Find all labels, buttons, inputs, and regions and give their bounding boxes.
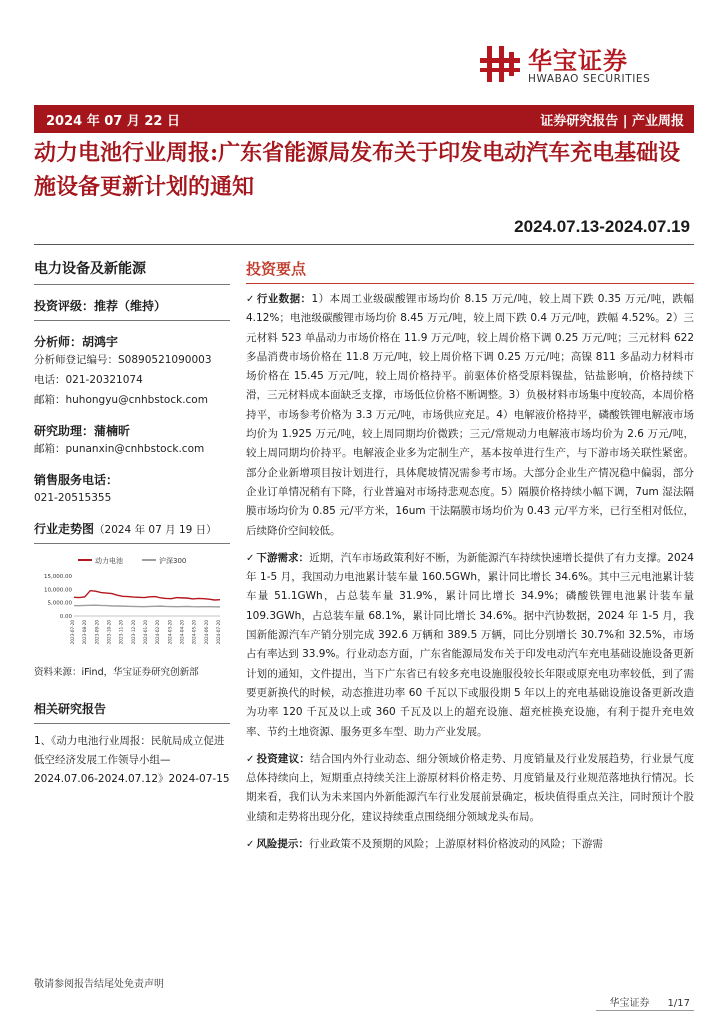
y-tick-label: 0.00 bbox=[59, 614, 72, 620]
footer-line bbox=[596, 1010, 694, 1011]
related-report-item[interactable]: 1、《动力电池行业周报：民航局成立促进低空经济发展工作领导小组—2024.07.06-2024.07.12》2024-07-15 bbox=[34, 735, 230, 785]
rating: 投资评级：推荐（维持） bbox=[34, 299, 167, 313]
legend-label: 沪深300 bbox=[159, 557, 187, 565]
x-tick-label: 2024-07-20 bbox=[216, 620, 221, 645]
bullet-icon: ✓ bbox=[246, 753, 255, 765]
bullet-icon: ✓ bbox=[246, 294, 255, 305]
y-tick-label: 10,000.00 bbox=[44, 587, 72, 594]
related-label: 相关研究报告 bbox=[34, 702, 107, 716]
trend-date: （2024 年 07 月 19 日） bbox=[94, 524, 217, 536]
analyst-cert: 分析师登记编号：S0890521090003 bbox=[34, 354, 212, 366]
section-heading: 投资要点 bbox=[246, 260, 307, 278]
logo-en: HWABAO SECURITIES bbox=[528, 73, 651, 85]
company-logo bbox=[478, 40, 688, 96]
y-tick-label: 5,000.00 bbox=[47, 600, 72, 607]
para-body: 近期，汽车市场政策利好不断，为新能源汽车持续快速增长提供了有力支撑。2024 年 1-5 月，我国动力电池累计装车量 160.5GWh，累计同比增长 34.6%。其中三元电池累计装车量 51.1GWh，占总装车量 31.9%，累计同比增长 34.9%；磷酸铁锂电池累计装车量 109.3GWh，占总装车量 68.1%，累计同比增长 34.6%。据中汽协数据，2024 年 1-5 月，我国新能源汽车产销分别完成 392.6 万辆和 389.5 万辆，同比分别增长 30.7%和 32.5%，市场占有率达到 33.9%。行业动态方面，广东省能源局发布关于印发电动汽车充电基础设施设备更新计划的通知，文件提出，当下广东省已有较多充电设施服役较长年限或原充电功率较低，到了需要更新换代的时候，动态推进功率 60 千瓦以下或服役期 5 年以上的充电基础设施设备更新改造为功率 120 千瓦及以上或 360 千瓦及以上的超充设施、超充桩换充设施，有利于提升充电效率、节约土地资源、服务更多车型、助力产业发展。 bbox=[246, 551, 694, 738]
assistant-email[interactable]: 邮箱：punanxin@cnhbstock.com bbox=[34, 443, 205, 455]
para-body: 行业政策不及预期的风险；上游原材料价格波动的风险；下游需 bbox=[308, 838, 603, 851]
chart-source: 资料来源：iFind，华宝证券研究创新部 bbox=[34, 667, 199, 678]
hwabao-logo-icon bbox=[478, 44, 522, 84]
x-tick-label: 2023-07-20 bbox=[70, 620, 75, 645]
trend-label bbox=[34, 520, 230, 537]
header-bar bbox=[34, 105, 694, 133]
divider bbox=[34, 543, 230, 544]
x-tick-label: 2023-10-20 bbox=[106, 620, 112, 645]
series-line bbox=[74, 605, 220, 607]
logo-cn: 华宝证券 bbox=[528, 47, 628, 75]
para-head: 下游需求： bbox=[256, 551, 310, 564]
para-body: 结合国内外行业动态、细分领域价格走势、月度销量及行业发展趋势，行业景气度总体持续向上，短期重点持续关注上游原材料价格走势、月度销量及行业规范落地执行情况。长期来看，我们认为未来国内外新能源汽车行业发展前景确定，板块值得重点关注，同时预计个股业绩和走势将出现分化，建议持续重点围绕细分领域龙头布局。 bbox=[246, 752, 695, 823]
analyst-phone: 电话：021-20321074 bbox=[34, 374, 143, 386]
para-body: 1）本周工业级碳酸锂市场均价 8.15 万元/吨，较上周下跌 0.35 万元/吨，跌幅 4.12%；电池级碳酸锂市场均价 8.45 万元/吨，较上周下跌 0.4 万元/吨，跌幅 4.52%。2）三元材料 523 单晶动力市场价格在 11.9 万元/吨，较上周价格下调 0.25 万元/吨；三元材料 622 多晶消费市场价格在 11.8 万元/吨，较上周价格下调 0.25 万元/吨；高镍 811 多晶动力材料市场价格在 15.45 万元/吨，较上周价格持平。前驱体价格受原料镍盐，钴盐影响，价格持续下滑，三元材料成本面缺乏支撑，市场低位价格不断调整。3）负极材料市场集中度较高，本周价格持平，市场参考价格为 3.3 万元/吨，市场供应充足。4）电解液价格持平，磷酸铁锂电解液市场均价为 1.925 万元/吨，较上周同期均价微跌；三元/常规动力电解液市场均价为 2.6 万元/吨，较上周同期均价持平。电解液企业多为定制生产，基本按单进行生产，与下游市场关联性紧密。部分企业新增项目按计划进行，具体爬坡情况需参考市场。大部分企业生产情况稳中偏弱，部分企业订单情况稍有下降，行业普遍对市场持悲观态度。5）隔膜价格持续小幅下调，7um 湿法隔膜市场均价为 0.85 元/平方米，16um 干法隔膜市场均价为 0.43 元/平方米，已行至相对低位，后续降价空间较低。 bbox=[246, 293, 694, 537]
investment-advice-paragraph bbox=[246, 750, 694, 827]
trend-chart bbox=[34, 554, 224, 652]
legend-label: 动力电池 bbox=[95, 557, 123, 565]
para-head: 投资建议： bbox=[256, 752, 310, 765]
divider bbox=[34, 723, 230, 724]
x-tick-label: 2024-02-20 bbox=[155, 620, 161, 645]
divider bbox=[246, 283, 694, 284]
x-tick-label: 2023-08-20 bbox=[82, 620, 88, 645]
divider bbox=[34, 320, 230, 321]
footer-company: 华宝证券 bbox=[609, 998, 650, 1009]
demand-paragraph bbox=[246, 549, 694, 742]
report-title: 动力电池行业周报:广东省能源局发布关于印发电动汽车充电基础设施设备更新计划的通知 bbox=[34, 140, 681, 200]
trend-title: 行业走势图 bbox=[34, 522, 95, 536]
report-date: 2024 年 07 月 22 日 bbox=[46, 114, 180, 129]
analyst-name: 分析师：胡鸿宇 bbox=[34, 335, 119, 349]
divider bbox=[34, 284, 230, 285]
sales-label: 销售服务电话： bbox=[34, 473, 119, 487]
sidebar bbox=[34, 258, 230, 789]
risk-paragraph bbox=[246, 835, 694, 854]
x-tick-label: 2023-11-20 bbox=[118, 620, 124, 645]
industry-data-paragraph bbox=[246, 290, 694, 541]
assistant-name: 研究助理：蒲楠昕 bbox=[34, 424, 131, 438]
series-line bbox=[74, 591, 220, 600]
bullet-icon: ✓ bbox=[246, 552, 255, 564]
divider bbox=[34, 244, 694, 245]
x-tick-label: 2024-06-20 bbox=[203, 620, 209, 645]
disclaimer-note: 敬请参阅报告结尾处免责声明 bbox=[34, 979, 164, 990]
report-type: 证券研究报告 | 产业周报 bbox=[540, 114, 684, 129]
para-head: 风险提示： bbox=[256, 838, 309, 851]
sector-name: 电力设备及新能源 bbox=[34, 261, 146, 277]
page-number: 1/17 bbox=[667, 998, 690, 1009]
x-tick-label: 2024-04-20 bbox=[179, 620, 185, 645]
bullet-icon: ✓ bbox=[246, 839, 255, 851]
sales-phone: 021-20515355 bbox=[34, 492, 112, 504]
x-tick-label: 2023-09-20 bbox=[94, 620, 100, 645]
report-period: 2024.07.13-2024.07.19 bbox=[514, 217, 690, 236]
para-head: 行业数据： bbox=[256, 293, 312, 305]
y-tick-label: 15,000.00 bbox=[44, 574, 72, 580]
main-content bbox=[246, 258, 694, 854]
x-tick-label: 2023-12-20 bbox=[130, 620, 136, 645]
x-tick-label: 2024-05-20 bbox=[191, 620, 197, 645]
analyst-email[interactable]: 邮箱：huhongyu@cnhbstock.com bbox=[34, 394, 208, 406]
x-tick-label: 2024-01-20 bbox=[143, 620, 148, 645]
x-tick-label: 2024-03-20 bbox=[167, 620, 173, 645]
page-footer bbox=[592, 994, 690, 1009]
